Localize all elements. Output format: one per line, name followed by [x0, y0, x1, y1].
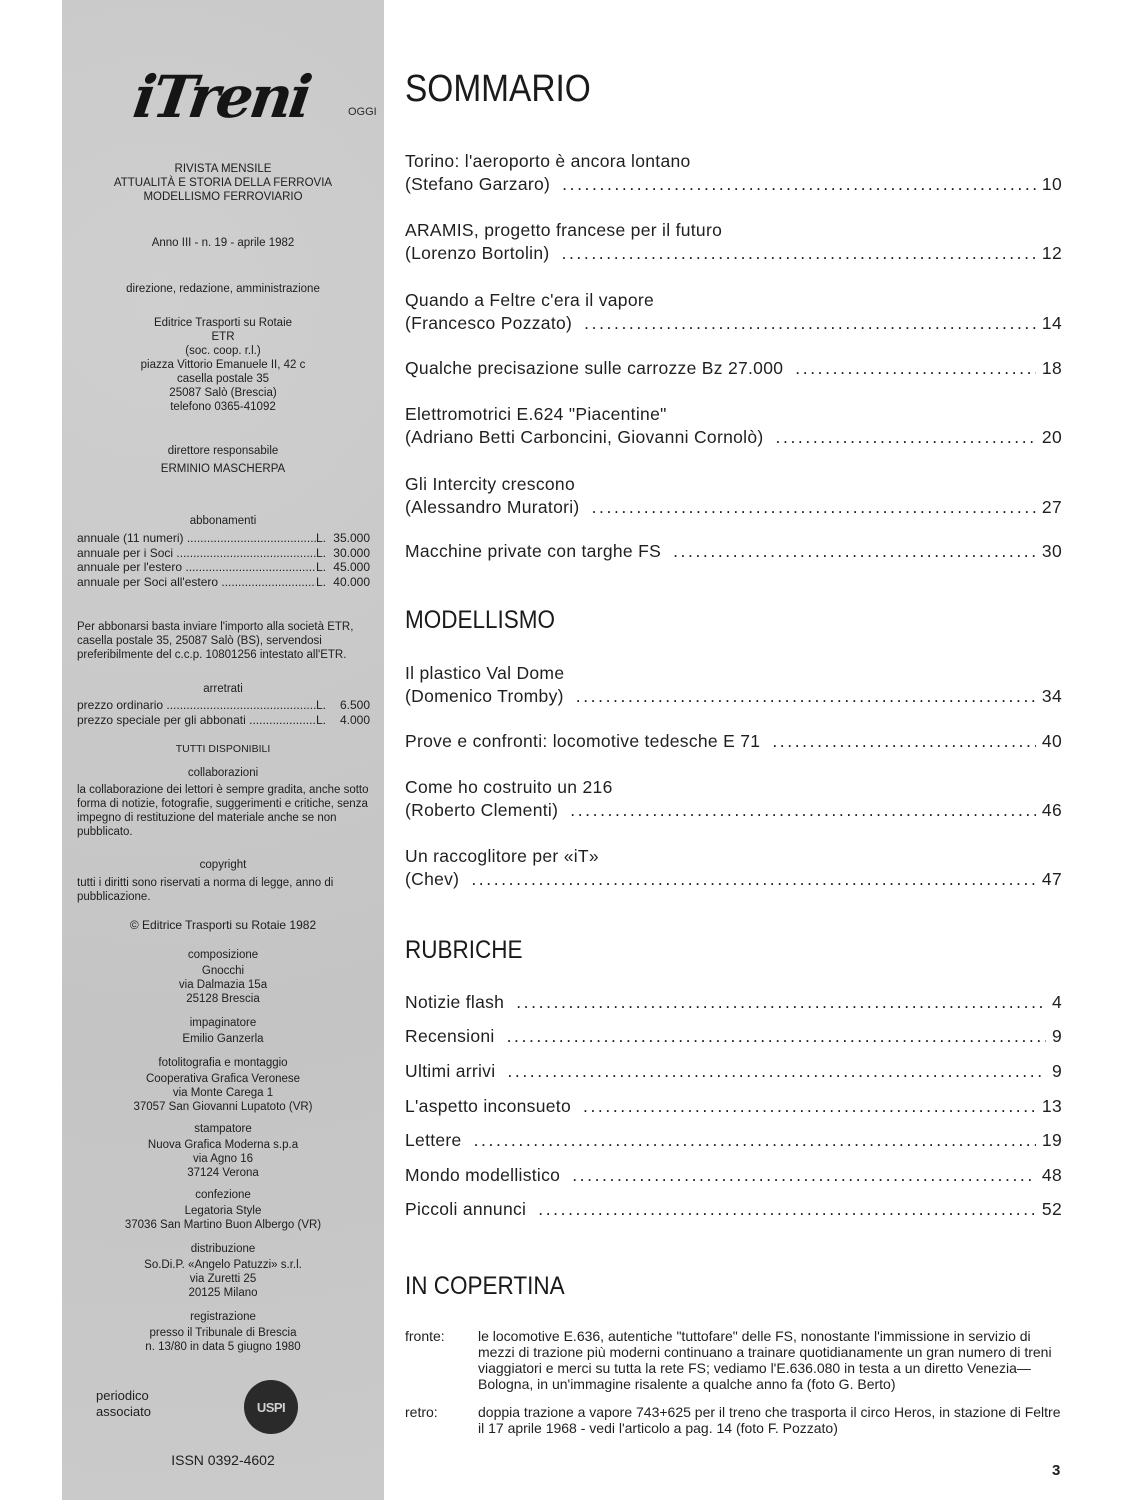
publisher-line: (soc. coop. r.l.) [185, 345, 261, 357]
copyright-text: tutti i diritti sono riservati a norma di legge, anno di pubblicazione. [77, 877, 334, 903]
price-label: prezzo ordinario ..... [77, 698, 316, 713]
publisher-line: Editrice Trasporti su Rotaie [153, 317, 293, 329]
toc-author: (Adriano Betti Carboncini, Giovanni Cornolò) [405, 427, 764, 447]
impaginatore-heading: impaginatore [189, 1017, 257, 1029]
registrazione-line: presso il Tribunale di Brescia [149, 1327, 297, 1339]
publisher-line: ETR [211, 331, 235, 343]
price-label: annuale per i Soci ..... [77, 546, 316, 561]
toc-page-number: 9 [1051, 1026, 1062, 1046]
distribuzione-line: via Zuretti 25 [189, 1273, 257, 1285]
uspi-logo: USPI [244, 1380, 298, 1434]
toc-page-number: 52 [1041, 1199, 1062, 1219]
toc-entry [405, 219, 1062, 265]
toc-line [405, 776, 1062, 799]
toc-page-number: 13 [1041, 1096, 1062, 1116]
toc-title: Piccoli annunci [405, 1199, 527, 1219]
toc-entry [405, 1025, 1062, 1048]
toc-title: Ultimi arrivi [405, 1061, 496, 1081]
toc-page-number: 47 [1041, 869, 1062, 889]
copyright-heading: copyright [199, 859, 247, 871]
toc-title: Come ho costruito un 216 [405, 777, 613, 797]
toc-author: (Domenico Tromby) [405, 686, 564, 706]
toc-page-number: 14 [1041, 313, 1062, 333]
toc-line [405, 845, 1062, 868]
confezione-line: Legatoria Style [184, 1205, 262, 1217]
toc-entry [405, 289, 1062, 335]
modellismo-title: MODELLISMO [405, 606, 556, 634]
cover-label: fronte: [405, 1328, 445, 1344]
toc-leader-dots [584, 312, 1036, 335]
toc-page-number: 40 [1041, 731, 1062, 751]
toc-author: (Chev) [405, 869, 460, 889]
issue-line: Anno III - n. 19 - aprile 1982 [151, 237, 295, 249]
stampatore-line: 37124 Verona [187, 1167, 259, 1179]
toc-author: (Lorenzo Bortolin) [405, 243, 550, 263]
toc-entry [405, 150, 1062, 196]
distribuzione-line: So.Di.P. «Angelo Patuzzi» s.r.l. [144, 1259, 302, 1271]
toc-line [405, 219, 1062, 242]
toc-entry [405, 991, 1062, 1014]
price-row [62, 575, 384, 590]
price-value: 30.000 [333, 545, 370, 560]
direzione-heading: direzione, redazione, amministrazione [126, 283, 320, 295]
toc-line [405, 289, 1062, 312]
registrazione-line: n. 13/80 in data 5 giugno 1980 [145, 1341, 301, 1353]
toc-line [405, 150, 1062, 173]
direttore-name: ERMINIO MASCHERPA [160, 463, 286, 475]
publisher-line: casella postale 35 [176, 373, 270, 385]
toc-title: Macchine private con targhe FS [405, 541, 662, 561]
toc-entry [405, 776, 1062, 822]
toc-line [405, 685, 1062, 708]
price-currency: L. [316, 531, 327, 545]
toc-author: (Stefano Garzaro) [405, 174, 551, 194]
toc-line [405, 312, 1062, 335]
toc-leader-dots [583, 1095, 1036, 1118]
toc-title: L'aspetto inconsueto [405, 1096, 571, 1116]
toc-title: Qualche precisazione sulle carrozze Bz 27.000 [405, 358, 784, 378]
toc-line [405, 403, 1062, 426]
logo-word: iTreni [129, 63, 314, 131]
registrazione-heading: registrazione [190, 1311, 256, 1323]
page-number: 3 [1052, 1462, 1061, 1479]
toc-leader-dots [507, 1060, 1046, 1083]
toc-line [405, 730, 1062, 753]
price-row [62, 698, 384, 713]
toc-entry [405, 730, 1062, 753]
fotolito-line: Cooperativa Grafica Veronese [145, 1073, 301, 1085]
cover-text: doppia trazione a vapore 743+625 per il treno che trasporta il circo Heros, in stazione di Feltre il 17 aprile 1968 - vedi l'articolo a pag. 14 (foto F. Pozzato) [478, 1404, 1061, 1436]
cover-label: retro: [405, 1404, 438, 1420]
toc-leader-dots [471, 868, 1036, 891]
price-row [62, 560, 384, 575]
distribuzione-block [62, 1258, 384, 1300]
toc-line [405, 540, 1062, 563]
price-label: prezzo speciale per gli abbonati ..... [77, 713, 316, 728]
toc-page-number: 10 [1041, 174, 1062, 194]
toc-entry [405, 403, 1062, 449]
price-row [62, 546, 384, 561]
collaborazioni-text: la collaborazione dei lettori è sempre gradita, anche sotto forma di notizie, fotografie, suggerimenti e critiche, senza impegno di restituzione del materiale anche se non pubblicato. [77, 784, 369, 838]
toc-leader-dots [562, 242, 1036, 265]
toc-line [405, 799, 1062, 822]
toc-line [405, 473, 1062, 496]
publisher-block [62, 316, 384, 414]
toc-leader-dots [572, 1164, 1036, 1187]
toc-leader-dots [772, 730, 1036, 753]
cover-text: le locomotive E.636, autentiche "tuttofare" delle FS, nonostante l'immissione in servizio di mezzi di trazione più moderni continuano a trainare quotidianamente un gran numero di treni viaggiatori e merci su tutta la rete FS; vediamo l'E.636.080 in testa a un diretto Venezia—Bologna, in un'immagine risalente a qualche anno fa (foto G. Berto) [478, 1328, 1052, 1392]
toc-title: Prove e confronti: locomotive tedesche E 71 [405, 731, 761, 751]
toc-leader-dots [570, 799, 1036, 822]
periodico-associato [96, 1388, 236, 1420]
toc-leader-dots [507, 1025, 1046, 1048]
fotolito-heading: fotolitografia e montaggio [158, 1057, 288, 1069]
toc-leader-dots [673, 540, 1036, 563]
table-of-contents [405, 0, 1065, 1500]
price-row [62, 531, 384, 546]
price-label: annuale per l'estero ..... [77, 560, 316, 575]
toc-line [405, 662, 1062, 685]
toc-title: Mondo modellistico [405, 1165, 561, 1185]
toc-line [405, 1198, 1062, 1221]
impaginatore-name: Emilio Ganzerla [182, 1033, 264, 1045]
composizione-block [62, 964, 384, 1006]
toc-leader-dots [776, 426, 1036, 449]
toc-page-number: 27 [1041, 497, 1062, 517]
toc-title: Elettromotrici E.624 "Piacentine" [405, 404, 667, 424]
price-value: 40.000 [333, 574, 370, 589]
tagline-line: ATTUALITÀ E STORIA DELLA FERROVIA [113, 177, 333, 189]
toc-page-number: 46 [1041, 800, 1062, 820]
fotolito-block [62, 1072, 384, 1114]
toc-page-number: 18 [1041, 358, 1062, 378]
price-value: 4.000 [339, 712, 370, 727]
toc-entry [405, 1060, 1062, 1083]
toc-line [405, 242, 1062, 265]
price-currency: L. [316, 574, 327, 589]
toc-line [405, 173, 1062, 196]
arretrati-note: TUTTI DISPONIBILI [175, 743, 271, 755]
toc-line [405, 1025, 1062, 1048]
tagline-line: MODELLISMO FERROVIARIO [143, 191, 303, 203]
toc-title: Un raccoglitore per «iT» [405, 846, 599, 866]
toc-line [405, 426, 1062, 449]
toc-page-number: 20 [1041, 427, 1062, 447]
toc-page-number: 9 [1051, 1061, 1062, 1081]
toc-leader-dots [538, 1198, 1036, 1221]
distribuzione-line: 20125 Milano [188, 1287, 258, 1299]
publisher-line: piazza Vittorio Emanuele II, 42 c [140, 359, 306, 371]
price-currency: L. [316, 712, 327, 727]
arretrati-heading: arretrati [203, 683, 243, 695]
toc-title: ARAMIS, progetto francese per il futuro [405, 220, 723, 240]
toc-title: Gli Intercity crescono [405, 474, 575, 494]
toc-leader-dots [576, 685, 1036, 708]
toc-title: Il plastico Val Dome [405, 663, 565, 683]
toc-line [405, 357, 1062, 380]
abbonamenti-note: Per abbonarsi basta inviare l'importo alla società ETR, casella postale 35, 25087 Salò (BS), servendosi preferibilmente del c.c.p. 10801256 intestato all'ETR. [77, 621, 354, 661]
toc-title: Lettere [405, 1130, 462, 1150]
stampatore-heading: stampatore [194, 1123, 252, 1135]
price-value: 6.500 [339, 698, 370, 712]
toc-line [405, 868, 1062, 891]
price-currency: L. [316, 560, 327, 574]
periodico-line: associato [96, 1404, 151, 1419]
fotolito-line: via Monte Carega 1 [172, 1087, 274, 1099]
toc-leader-dots [474, 1129, 1036, 1152]
copertina-title: IN COPERTINA [405, 1272, 565, 1300]
abbonamenti-list [62, 531, 384, 589]
toc-title: Notizie flash [405, 992, 505, 1012]
toc-entry [405, 845, 1062, 891]
toc-leader-dots [795, 357, 1036, 380]
confezione-line: 37036 San Martino Buon Albergo (VR) [124, 1219, 322, 1231]
toc-entry [405, 357, 1062, 380]
toc-line [405, 991, 1062, 1014]
toc-leader-dots [592, 496, 1036, 519]
arretrati-list [62, 698, 384, 727]
toc-page-number: 19 [1041, 1130, 1062, 1150]
toc-entry [405, 1095, 1062, 1118]
rubriche-title: RUBRICHE [405, 936, 523, 964]
toc-page-number: 30 [1041, 541, 1062, 561]
price-value: 45.000 [333, 560, 370, 574]
toc-page-number: 34 [1041, 686, 1062, 706]
toc-line [405, 1060, 1062, 1083]
stampatore-block [62, 1138, 384, 1180]
composizione-line: 25128 Brescia [186, 993, 260, 1005]
toc-line [405, 1095, 1062, 1118]
toc-author: (Francesco Pozzato) [405, 313, 573, 333]
toc-leader-dots [516, 991, 1046, 1014]
tagline [62, 162, 384, 204]
distribuzione-heading: distribuzione [190, 1243, 256, 1255]
confezione-heading: confezione [195, 1189, 251, 1201]
magazine-logo [129, 63, 377, 136]
price-currency: L. [316, 545, 327, 560]
composizione-line: Gnocchi [201, 965, 245, 977]
direttore-heading: direttore responsabile [167, 445, 279, 457]
price-label: annuale (11 numeri) ..... [77, 531, 316, 546]
toc-page-number: 48 [1041, 1165, 1062, 1185]
toc-page-number: 4 [1051, 992, 1062, 1012]
abbonamenti-heading: abbonamenti [189, 515, 257, 527]
logo-suffix: OGGI [348, 106, 377, 118]
toc-entry [405, 473, 1062, 519]
price-label: annuale per Soci all'estero ..... [77, 575, 316, 590]
registrazione-block [62, 1326, 384, 1354]
toc-entry [405, 662, 1062, 708]
price-currency: L. [316, 698, 327, 712]
publisher-line: telefono 0365-41092 [170, 401, 276, 413]
toc-line [405, 1164, 1062, 1187]
toc-author: (Alessandro Muratori) [405, 497, 580, 517]
collaborazioni-heading: collaborazioni [187, 767, 259, 779]
toc-leader-dots [562, 173, 1036, 196]
price-row [62, 713, 384, 728]
copyright-line: © Editrice Trasporti su Rotaie 1982 [129, 918, 317, 932]
masthead-sidebar [62, 0, 384, 1500]
toc-page-number: 12 [1041, 243, 1062, 263]
toc-title: Quando a Feltre c'era il vapore [405, 290, 655, 310]
tagline-line: RIVISTA MENSILE [174, 163, 272, 175]
toc-entry [405, 1198, 1062, 1221]
issn: ISSN 0392-4602 [171, 1452, 275, 1468]
periodico-line: periodico [96, 1388, 149, 1403]
stampatore-line: Nuova Grafica Moderna s.p.a [147, 1139, 299, 1151]
confezione-block [62, 1204, 384, 1232]
composizione-heading: composizione [187, 949, 259, 961]
toc-line [405, 496, 1062, 519]
composizione-line: via Dalmazia 15a [178, 979, 268, 991]
toc-author: (Roberto Clementi) [405, 800, 559, 820]
toc-entry [405, 1164, 1062, 1187]
toc-line [405, 1129, 1062, 1152]
toc-entry [405, 1129, 1062, 1152]
toc-title: Torino: l'aeroporto è ancora lontano [405, 151, 691, 171]
publisher-line: 25087 Salò (Brescia) [169, 387, 277, 399]
fotolito-line: 37057 San Giovanni Lupatoto (VR) [133, 1101, 313, 1113]
toc-entry [405, 540, 1062, 563]
page-title: SOMMARIO [405, 68, 591, 110]
stampatore-line: via Agno 16 [192, 1153, 254, 1165]
price-value: 35.000 [333, 531, 370, 545]
toc-title: Recensioni [405, 1026, 495, 1046]
